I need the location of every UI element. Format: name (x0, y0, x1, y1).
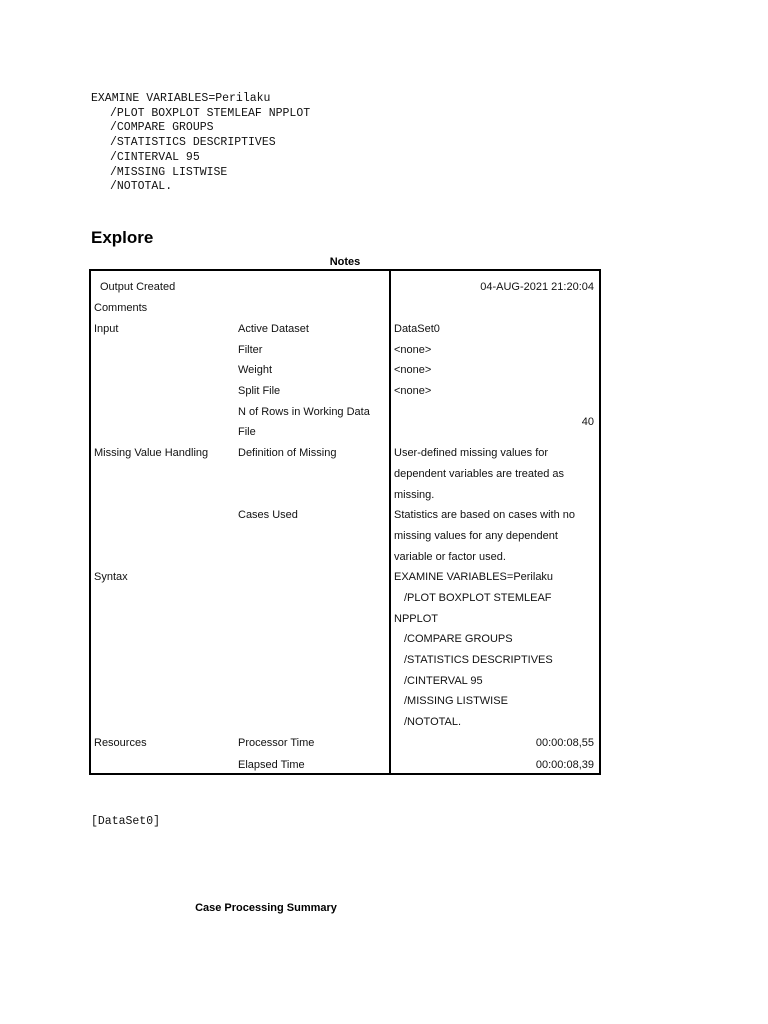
syntax-line: /NOTOTAL. (110, 180, 173, 194)
elapsed-time-value: 00:00:08,39 (535, 759, 594, 771)
syntax-value-line: /MISSING LISTWISE (404, 695, 508, 707)
definition-of-missing-value: dependent variables are treated as (394, 468, 565, 480)
syntax-value-line: /STATISTICS DESCRIPTIVES (404, 654, 553, 666)
output-created-label: Output Created (100, 281, 176, 293)
filter-label: Filter (238, 344, 263, 356)
active-dataset-value: DataSet0 (394, 323, 440, 335)
syntax-value-line: NPPLOT (394, 613, 439, 625)
syntax-value-line: /PLOT BOXPLOT STEMLEAF (404, 592, 552, 604)
weight-label: Weight (238, 364, 273, 376)
definition-of-missing-label: Definition of Missing (238, 447, 337, 459)
explore-heading: Explore (91, 228, 154, 247)
weight-value: <none> (394, 364, 432, 376)
definition-of-missing-value: User-defined missing values for (394, 447, 549, 459)
cases-used-value: variable or factor used. (394, 551, 506, 563)
dataset-tag: [DataSet0] (91, 815, 161, 828)
syntax-value-line: /NOTOTAL. (404, 716, 462, 728)
split-file-value: <none> (394, 385, 432, 397)
definition-of-missing-value: missing. (394, 489, 435, 501)
syntax-value-line: /COMPARE GROUPS (404, 633, 513, 645)
n-rows-value: 40 (581, 416, 594, 428)
syntax-line: /STATISTICS DESCRIPTIVES (110, 136, 276, 150)
cases-used-value: Statistics are based on cases with no (394, 509, 575, 521)
syntax-line: /PLOT BOXPLOT STEMLEAF NPPLOT (110, 106, 311, 120)
n-rows-label-line2: File (238, 426, 256, 438)
cases-used-value: missing values for any dependent (394, 530, 558, 542)
syntax-value-line: EXAMINE VARIABLES=Perilaku (394, 571, 554, 583)
processor-time-value: 00:00:08,55 (535, 737, 594, 749)
cases-used-label: Cases Used (238, 509, 298, 521)
syntax-line: /COMPARE GROUPS (110, 121, 214, 135)
output-created-value: 04-AUG-2021 21:20:04 (480, 281, 594, 293)
syntax-block (91, 92, 310, 195)
syntax-line: EXAMINE VARIABLES=Perilaku (91, 92, 271, 105)
case-processing-summary-title: Case Processing Summary (195, 902, 337, 914)
syntax-line: /MISSING LISTWISE (110, 165, 228, 179)
split-file-label: Split File (238, 385, 281, 397)
syntax-label: Syntax (94, 571, 128, 583)
syntax-line: /CINTERVAL 95 (110, 150, 200, 164)
syntax-value-line: /CINTERVAL 95 (404, 675, 483, 687)
notes-table-title: Notes (329, 256, 361, 268)
missing-value-handling-label: Missing Value Handling (94, 447, 209, 459)
active-dataset-label: Active Dataset (238, 323, 309, 335)
processor-time-label: Processor Time (238, 737, 315, 749)
notes-table (89, 269, 601, 775)
comments-label: Comments (94, 302, 148, 314)
column-divider (389, 271, 391, 773)
filter-value: <none> (394, 344, 432, 356)
resources-label: Resources (94, 737, 147, 749)
input-label: Input (94, 323, 119, 335)
elapsed-time-label: Elapsed Time (238, 759, 305, 771)
n-rows-label-line1: N of Rows in Working Data (238, 406, 370, 418)
